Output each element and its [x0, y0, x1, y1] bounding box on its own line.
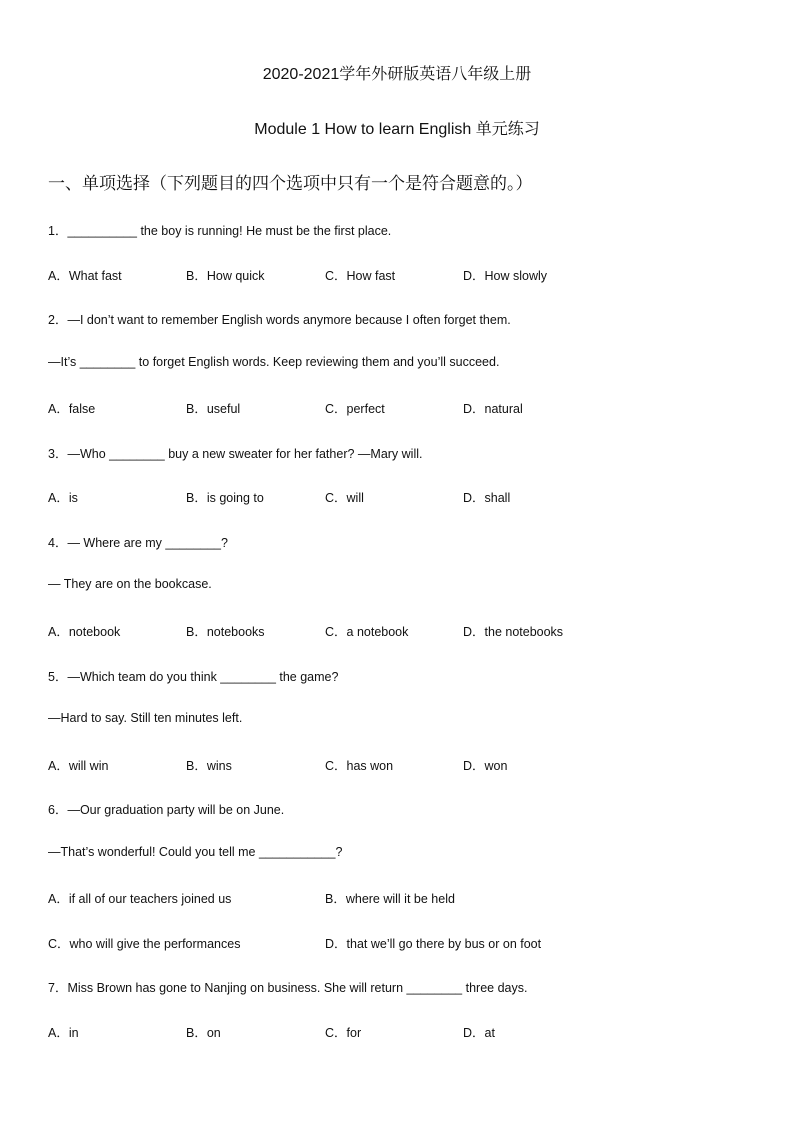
- question-2-option-d: D．natural: [463, 402, 523, 416]
- question-5-option-b: B．wins: [186, 759, 232, 773]
- question-6-option-a: A．if all of our teachers joined us: [48, 892, 232, 906]
- question-7-option-b: B．on: [186, 1026, 221, 1040]
- question-2-stem-line-2: —It’s ________ to forget English words. Keep reviewing them and you’ll succeed.: [48, 355, 500, 369]
- question-2-stem: 2．—I don’t want to remember English words anymore because I often forget them.: [48, 313, 511, 327]
- question-5-stem-line-2: —Hard to say. Still ten minutes left.: [48, 711, 243, 725]
- question-3-option-b: B．is going to: [186, 491, 264, 505]
- question-4-option-a: A．notebook: [48, 625, 121, 639]
- question-7-option-d: D．at: [463, 1026, 495, 1040]
- question-3-option-d: D．shall: [463, 491, 511, 505]
- question-3-stem: 3．—Who ________ buy a new sweater for her father? —Mary will.: [48, 447, 423, 461]
- question-7-option-a: A．in: [48, 1026, 79, 1040]
- section-heading: 一、单项选择（下列题目的四个选项中只有一个是符合题意的。）: [48, 174, 533, 193]
- question-6-option-d: D．that we’ll go there by bus or on foot: [325, 937, 542, 951]
- question-6-option-c: C．who will give the performances: [48, 937, 241, 951]
- question-1-option-c: C．How fast: [325, 269, 396, 283]
- question-1-option-b: B．How quick: [186, 269, 265, 283]
- question-6-option-b: B．where will it be held: [325, 892, 455, 906]
- question-1-option-a: A．What fast: [48, 269, 122, 283]
- question-4-option-c: C．a notebook: [325, 625, 409, 639]
- question-7-option-c: C．for: [325, 1026, 362, 1040]
- question-2-option-a: A．false: [48, 402, 96, 416]
- question-3-option-c: C．will: [325, 491, 364, 505]
- question-3-option-a: A．is: [48, 491, 78, 505]
- document-subtitle: Module 1 How to learn English 单元练习: [254, 121, 540, 138]
- question-5-stem: 5．—Which team do you think ________ the game?: [48, 670, 339, 684]
- question-2-option-c: C．perfect: [325, 402, 385, 416]
- question-6-stem-line-2: —That’s wonderful! Could you tell me ___________?: [48, 845, 343, 859]
- question-1-option-d: D．How slowly: [463, 269, 548, 283]
- question-4-stem: 4．— Where are my ________?: [48, 536, 228, 550]
- question-5-option-c: C．has won: [325, 759, 394, 773]
- question-4-stem-line-2: — They are on the bookcase.: [48, 577, 212, 591]
- question-7-stem: 7．Miss Brown has gone to Nanjing on business. She will return ________ three days.: [48, 981, 528, 995]
- question-2-option-b: B．useful: [186, 402, 241, 416]
- question-4-option-b: B．notebooks: [186, 625, 265, 639]
- question-5-option-a: A．will win: [48, 759, 109, 773]
- question-1-stem: 1．__________ the boy is running! He must be the first place.: [48, 224, 392, 238]
- document-title: 2020-2021学年外研版英语八年级上册: [262, 66, 532, 83]
- question-6-stem: 6．—Our graduation party will be on June.: [48, 803, 285, 817]
- question-5-option-d: D．won: [463, 759, 508, 773]
- question-4-option-d: D．the notebooks: [463, 625, 564, 639]
